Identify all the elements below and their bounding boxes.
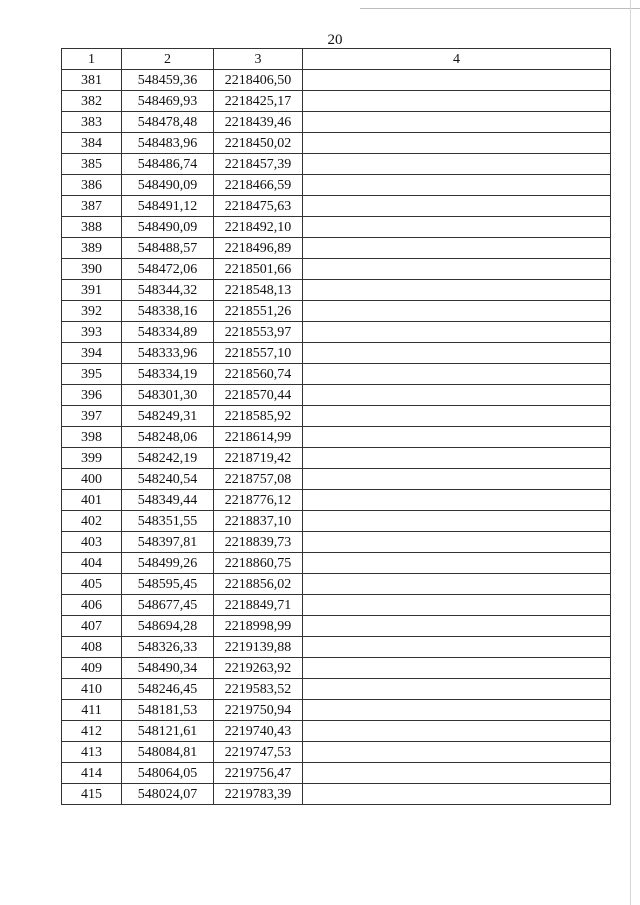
x-coordinate-cell: 548694,28 [122,616,214,637]
y-coordinate-cell: 2218856,02 [214,574,303,595]
y-coordinate-cell: 2218849,71 [214,595,303,616]
x-coordinate-cell: 548326,33 [122,637,214,658]
table-row [62,490,611,511]
table-row [62,700,611,721]
point-number-cell: 387 [62,196,122,217]
point-number-cell: 414 [62,763,122,784]
x-coordinate-cell: 548459,36 [122,70,214,91]
x-coordinate-cell: 548181,53 [122,700,214,721]
x-coordinate-cell: 548351,55 [122,511,214,532]
x-coordinate-cell: 548677,45 [122,595,214,616]
point-number-cell: 406 [62,595,122,616]
y-coordinate-cell: 2219263,92 [214,658,303,679]
point-number-cell: 391 [62,280,122,301]
x-coordinate-cell: 548490,34 [122,658,214,679]
table-row [62,196,611,217]
description-cell [303,616,611,637]
y-coordinate-cell: 2218406,50 [214,70,303,91]
x-coordinate-cell: 548084,81 [122,742,214,763]
point-number-cell: 410 [62,679,122,700]
y-coordinate-cell: 2218553,97 [214,322,303,343]
x-coordinate-cell: 548248,06 [122,427,214,448]
x-coordinate-cell: 548344,32 [122,280,214,301]
description-cell [303,511,611,532]
x-coordinate-cell: 548240,54 [122,469,214,490]
point-number-cell: 385 [62,154,122,175]
description-cell [303,700,611,721]
x-coordinate-cell: 548491,12 [122,196,214,217]
page-number: 20 [327,32,343,48]
table-row [62,154,611,175]
table-row [62,658,611,679]
table-row [62,112,611,133]
x-coordinate-cell: 548333,96 [122,343,214,364]
x-coordinate-cell: 548472,06 [122,259,214,280]
description-cell [303,112,611,133]
column-header-3: 3 [214,49,303,70]
y-coordinate-cell: 2219750,94 [214,700,303,721]
table-row [62,448,611,469]
x-coordinate-cell: 548499,26 [122,553,214,574]
table-body [62,70,611,805]
description-cell [303,175,611,196]
table-row [62,175,611,196]
description-cell [303,574,611,595]
y-coordinate-cell: 2218551,26 [214,301,303,322]
description-cell [303,70,611,91]
table-row [62,742,611,763]
description-cell [303,469,611,490]
x-coordinate-cell: 548490,09 [122,217,214,238]
description-cell [303,637,611,658]
y-coordinate-cell: 2218457,39 [214,154,303,175]
point-number-cell: 394 [62,343,122,364]
point-number-cell: 400 [62,469,122,490]
table-row [62,763,611,784]
scan-edge-top [360,8,640,9]
point-number-cell: 390 [62,259,122,280]
y-coordinate-cell: 2218998,99 [214,616,303,637]
x-coordinate-cell: 548064,05 [122,763,214,784]
point-number-cell: 381 [62,70,122,91]
x-coordinate-cell: 548024,07 [122,784,214,805]
y-coordinate-cell: 2219139,88 [214,637,303,658]
point-number-cell: 412 [62,721,122,742]
y-coordinate-cell: 2219740,43 [214,721,303,742]
y-coordinate-cell: 2218757,08 [214,469,303,490]
y-coordinate-cell: 2218557,10 [214,343,303,364]
point-number-cell: 405 [62,574,122,595]
coordinates-table [61,48,611,805]
description-cell [303,154,611,175]
point-number-cell: 382 [62,91,122,112]
y-coordinate-cell: 2218614,99 [214,427,303,448]
y-coordinate-cell: 2219783,39 [214,784,303,805]
point-number-cell: 404 [62,553,122,574]
description-cell [303,679,611,700]
x-coordinate-cell: 548338,16 [122,301,214,322]
table-row [62,217,611,238]
description-cell [303,196,611,217]
x-coordinate-cell: 548478,48 [122,112,214,133]
description-cell [303,448,611,469]
description-cell [303,721,611,742]
description-cell [303,322,611,343]
y-coordinate-cell: 2219747,53 [214,742,303,763]
y-coordinate-cell: 2218450,02 [214,133,303,154]
description-cell [303,280,611,301]
y-coordinate-cell: 2218439,46 [214,112,303,133]
point-number-cell: 402 [62,511,122,532]
y-coordinate-cell: 2218776,12 [214,490,303,511]
point-number-cell: 409 [62,658,122,679]
scan-edge-right [630,0,631,905]
x-coordinate-cell: 548334,89 [122,322,214,343]
y-coordinate-cell: 2218501,66 [214,259,303,280]
point-number-cell: 397 [62,406,122,427]
table-row [62,616,611,637]
y-coordinate-cell: 2218839,73 [214,532,303,553]
point-number-cell: 396 [62,385,122,406]
x-coordinate-cell: 548349,44 [122,490,214,511]
point-number-cell: 383 [62,112,122,133]
x-coordinate-cell: 548490,09 [122,175,214,196]
y-coordinate-cell: 2218860,75 [214,553,303,574]
y-coordinate-cell: 2218548,13 [214,280,303,301]
description-cell [303,217,611,238]
y-coordinate-cell: 2218466,59 [214,175,303,196]
point-number-cell: 388 [62,217,122,238]
description-cell [303,91,611,112]
table-row [62,343,611,364]
x-coordinate-cell: 548249,31 [122,406,214,427]
table-row [62,385,611,406]
x-coordinate-cell: 548397,81 [122,532,214,553]
point-number-cell: 393 [62,322,122,343]
point-number-cell: 399 [62,448,122,469]
description-cell [303,742,611,763]
table-row [62,427,611,448]
point-number-cell: 395 [62,364,122,385]
table-row [62,469,611,490]
column-header-2: 2 [122,49,214,70]
table-row [62,259,611,280]
description-cell [303,427,611,448]
y-coordinate-cell: 2219756,47 [214,763,303,784]
table-row [62,364,611,385]
table-row [62,91,611,112]
table-row [62,721,611,742]
x-coordinate-cell: 548486,74 [122,154,214,175]
description-cell [303,301,611,322]
point-number-cell: 386 [62,175,122,196]
y-coordinate-cell: 2218570,44 [214,385,303,406]
point-number-cell: 413 [62,742,122,763]
x-coordinate-cell: 548242,19 [122,448,214,469]
table-row [62,301,611,322]
x-coordinate-cell: 548469,93 [122,91,214,112]
y-coordinate-cell: 2218475,63 [214,196,303,217]
y-coordinate-cell: 2218719,42 [214,448,303,469]
table-row [62,679,611,700]
x-coordinate-cell: 548595,45 [122,574,214,595]
table-row [62,532,611,553]
description-cell [303,259,611,280]
table-header-row [62,49,611,70]
y-coordinate-cell: 2218585,92 [214,406,303,427]
table-row [62,70,611,91]
x-coordinate-cell: 548483,96 [122,133,214,154]
y-coordinate-cell: 2218496,89 [214,238,303,259]
column-header-4: 4 [303,49,611,70]
table-row [62,406,611,427]
y-coordinate-cell: 2218492,10 [214,217,303,238]
y-coordinate-cell: 2219583,52 [214,679,303,700]
table-row [62,238,611,259]
table-row [62,574,611,595]
table-row [62,784,611,805]
y-coordinate-cell: 2218425,17 [214,91,303,112]
x-coordinate-cell: 548121,61 [122,721,214,742]
point-number-cell: 415 [62,784,122,805]
description-cell [303,238,611,259]
description-cell [303,385,611,406]
description-cell [303,658,611,679]
point-number-cell: 408 [62,637,122,658]
description-cell [303,490,611,511]
x-coordinate-cell: 548488,57 [122,238,214,259]
point-number-cell: 407 [62,616,122,637]
description-cell [303,406,611,427]
point-number-cell: 389 [62,238,122,259]
table-row [62,511,611,532]
description-cell [303,784,611,805]
x-coordinate-cell: 548301,30 [122,385,214,406]
description-cell [303,553,611,574]
y-coordinate-cell: 2218560,74 [214,364,303,385]
table-row [62,595,611,616]
table-row [62,553,611,574]
description-cell [303,133,611,154]
table-row [62,280,611,301]
description-cell [303,343,611,364]
table-row [62,322,611,343]
x-coordinate-cell: 548246,45 [122,679,214,700]
description-cell [303,364,611,385]
point-number-cell: 392 [62,301,122,322]
point-number-cell: 384 [62,133,122,154]
x-coordinate-cell: 548334,19 [122,364,214,385]
column-header-1: 1 [62,49,122,70]
table-row [62,133,611,154]
y-coordinate-cell: 2218837,10 [214,511,303,532]
point-number-cell: 403 [62,532,122,553]
point-number-cell: 411 [62,700,122,721]
table-row [62,637,611,658]
point-number-cell: 398 [62,427,122,448]
description-cell [303,595,611,616]
description-cell [303,763,611,784]
description-cell [303,532,611,553]
point-number-cell: 401 [62,490,122,511]
